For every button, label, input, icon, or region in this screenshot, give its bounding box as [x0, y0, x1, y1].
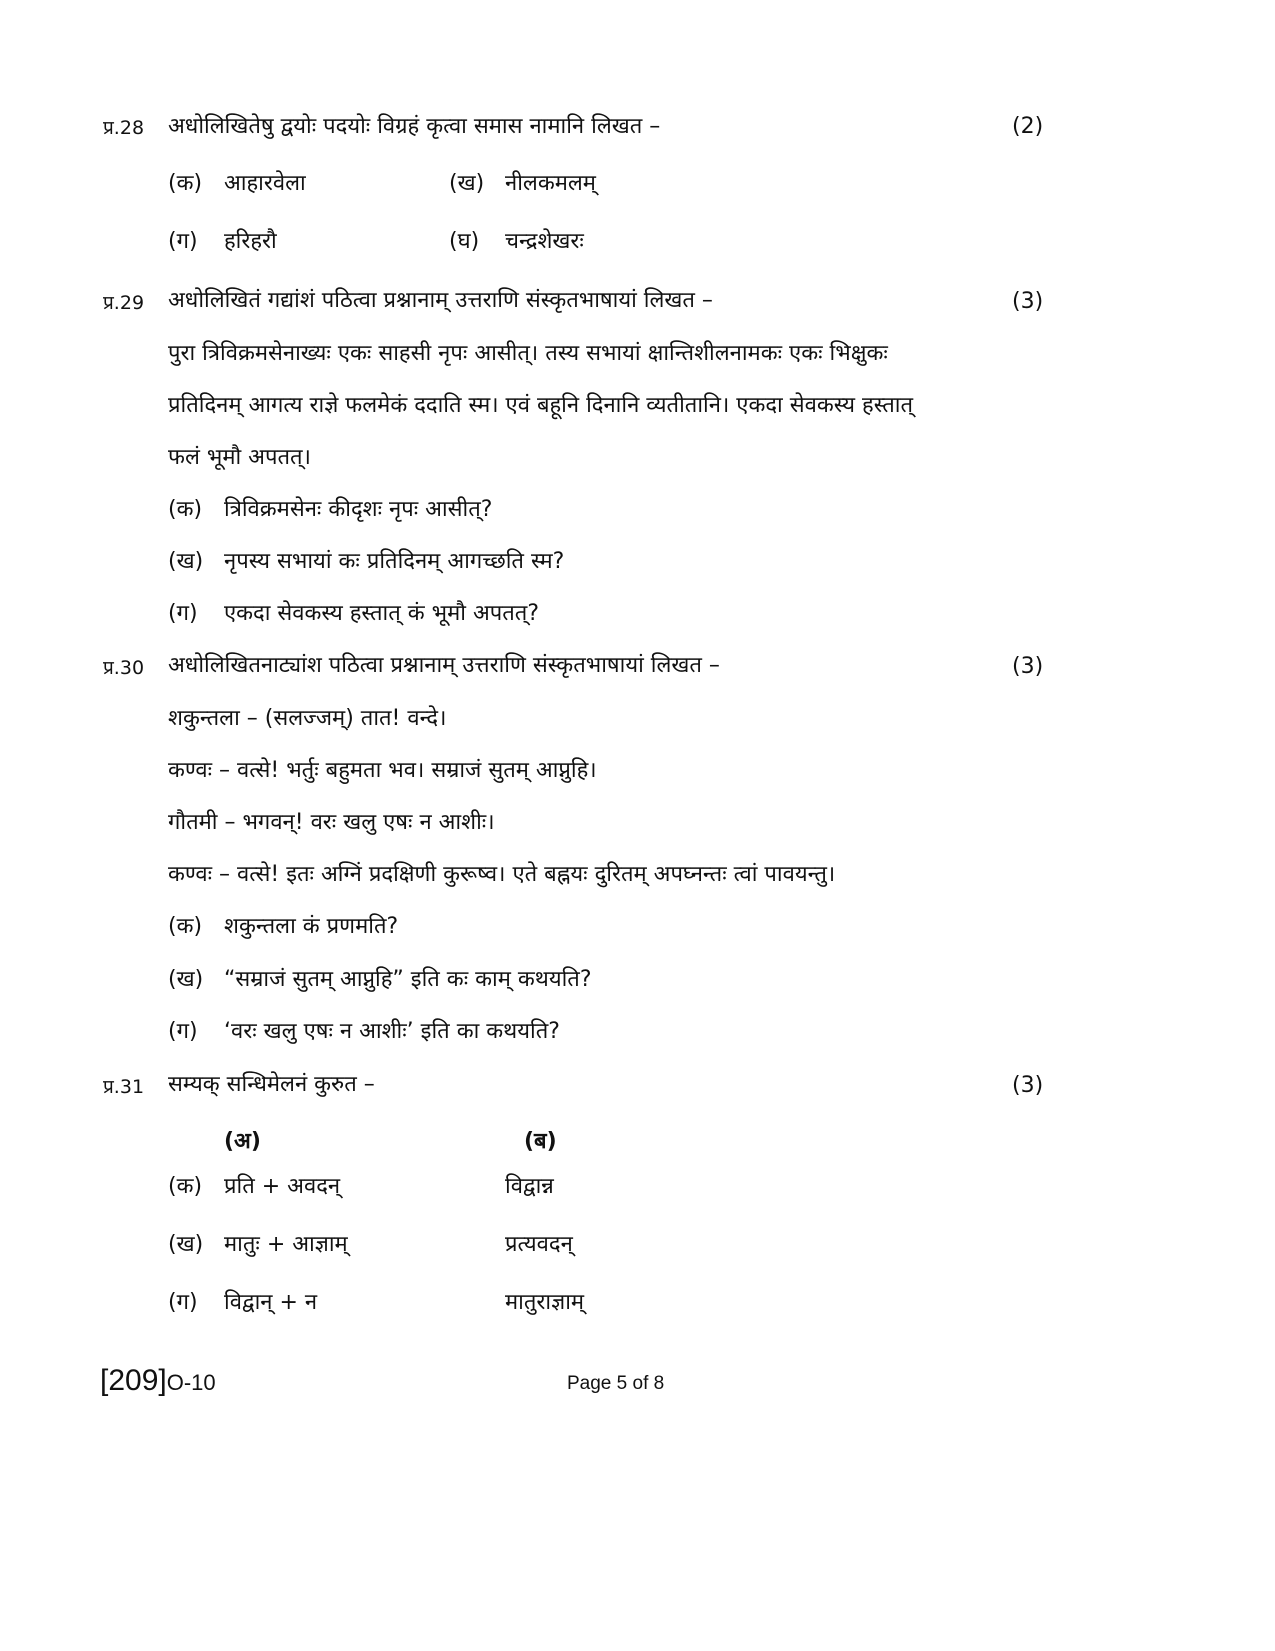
q30-number: प्र.30 [103, 657, 145, 679]
q29-marks: (3) [1012, 289, 1044, 314]
paper-code [100, 1364, 216, 1398]
q31-row-a: प्रति + अवदन् [224, 1174, 341, 1199]
q30-marks: (3) [1012, 654, 1044, 679]
q28-option-text: आहारवेला [224, 171, 306, 196]
q28-option-text: हरिहरौ [224, 229, 277, 254]
page-number: Page 5 of 8 [567, 1373, 665, 1394]
q31-marks: (3) [1012, 1073, 1044, 1098]
q30-dialogue-line: कण्वः – वत्से! भर्तुः बहुमता भव। सम्राजं सुतम् आप्नुहि। [168, 758, 597, 783]
q29-passage-line: प्रतिदिनम् आगत्य राज्ञे फलमेकं ददाति स्म। एवं बहूनि दिनानि व्यतीतानि। एकदा सेवकस्य हस्तात् [168, 393, 914, 418]
q29-question-text: त्रिविक्रमसेनः कीदृशः नृपः आसीत्? [224, 497, 493, 522]
q31-column-a-header: (अ) [224, 1129, 261, 1154]
q31-row-b: प्रत्यवदन् [505, 1232, 573, 1257]
q31-row-label: (ख) [168, 1232, 204, 1257]
q29-question-text: एकदा सेवकस्य हस्तात् कं भूमौ अपतत्? [224, 601, 540, 626]
q28-option-text: चन्द्रशेखरः [505, 229, 584, 254]
q31-row-a: मातुः + आज्ञाम् [224, 1232, 348, 1257]
q30-dialogue-line: कण्वः – वत्से! इतः अग्निं प्रदक्षिणी कुरूष्व। एते बह्नयः दुरितम् अपघ्नन्तः त्वां पावयन्तु। [168, 862, 836, 887]
q29-question-label: (ग) [168, 601, 198, 626]
q28-option-label: (ख) [449, 171, 485, 196]
paper-code-suffix: O-10 [166, 1370, 216, 1395]
q28-option-label: (क) [168, 171, 203, 196]
q30-dialogue-line: गौतमी – भगवन्! वरः खलु एषः न आशीः। [168, 810, 495, 835]
q28-marks: (2) [1012, 114, 1044, 139]
q31-row-label: (क) [168, 1174, 203, 1199]
q30-question-label: (ग) [168, 1019, 198, 1044]
q30-question-text: “सम्राजं सुतम् आप्नुहि” इति कः काम् कथयति? [224, 967, 592, 992]
q31-number: प्र.31 [103, 1076, 145, 1098]
q29-question-label: (क) [168, 497, 203, 522]
q30-question-label: (ख) [168, 967, 204, 992]
q30-question-label: (क) [168, 914, 203, 939]
paper-code-main: [209] [100, 1364, 167, 1397]
q30-question-text: शकुन्तला कं प्रणमति? [224, 914, 399, 939]
q31-column-b-header: (ब) [524, 1129, 557, 1154]
q28-number: प्र.28 [103, 117, 145, 139]
q29-instruction: अधोलिखितं गद्यांशं पठित्वा प्रश्नानाम् उत्तराणि संस्कृतभाषायां लिखत – [168, 288, 713, 313]
q28-option-label: (ग) [168, 229, 198, 254]
q28-option-text: नीलकमलम् [505, 171, 596, 196]
q31-row-a: विद्वान् + न [224, 1290, 318, 1315]
q29-passage-line: फलं भूमौ अपतत्। [168, 445, 311, 470]
q29-question-label: (ख) [168, 549, 204, 574]
q29-number: प्र.29 [103, 292, 145, 314]
q31-instruction: सम्यक् सन्धिमेलनं कुरुत – [168, 1072, 375, 1097]
q28-option-label: (घ) [449, 229, 480, 254]
q29-question-text: नृपस्य सभायां कः प्रतिदिनम् आगच्छति स्म? [224, 549, 565, 574]
q30-dialogue-line: शकुन्तला – (सलज्जम्) तात! वन्दे। [168, 706, 447, 731]
q30-instruction: अधोलिखितनाट्यांश पठित्वा प्रश्नानाम् उत्तराणि संस्कृतभाषायां लिखत – [168, 653, 720, 678]
q29-passage-line: पुरा त्रिविक्रमसेनाख्यः एकः साहसी नृपः आसीत्। तस्य सभायां क्षान्तिशीलनामकः एकः भिक्षुकः [168, 341, 888, 366]
q28-instruction: अधोलिखितेषु द्वयोः पदयोः विग्रहं कृत्वा समास नामानि लिखत – [168, 114, 661, 139]
q31-row-b: विद्वान्न [505, 1174, 554, 1199]
q30-question-text: ‘वरः खलु एषः न आशीः’ इति का कथयति? [224, 1019, 560, 1044]
q31-row-b: मातुराज्ञाम् [505, 1290, 585, 1315]
q31-row-label: (ग) [168, 1290, 198, 1315]
